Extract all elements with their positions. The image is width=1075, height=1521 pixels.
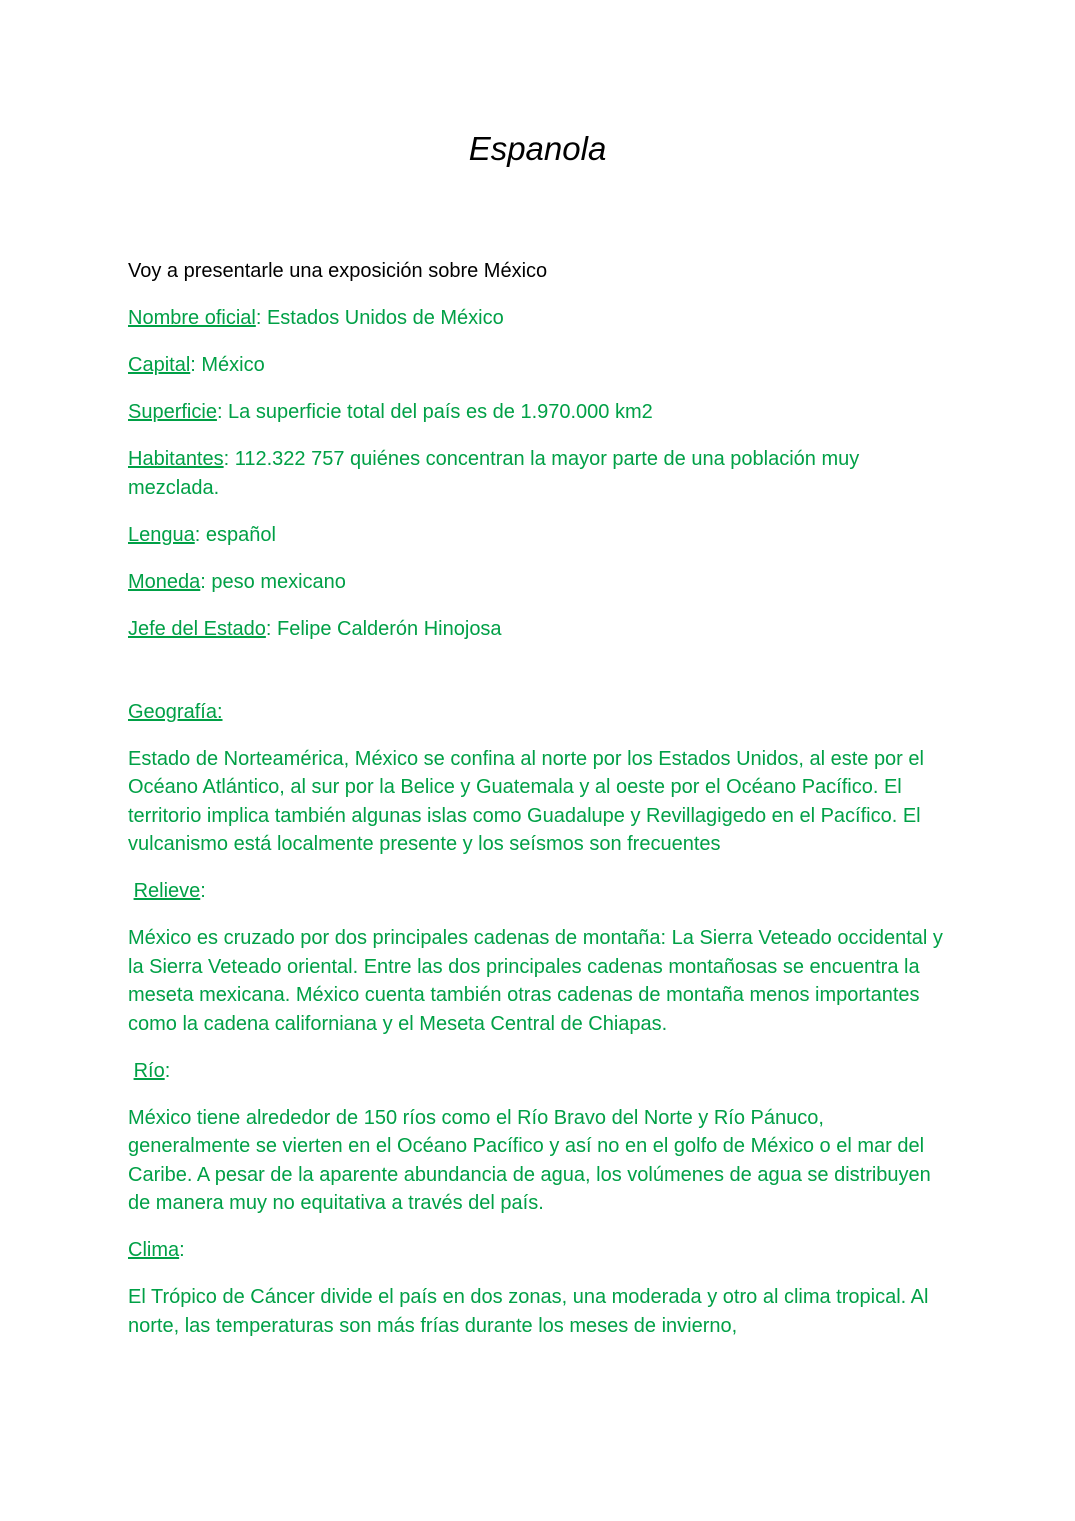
section-text-rio: México tiene alrededor de 150 ríos como el Río Bravo del Norte y Río Pánuco, generalmente se vierten en el Océano Pacífico y así no en el golfo de México o el mar del Caribe. A pesar de la aparente abundancia de agua, los volúmenes de agua se distribuyen de manera muy no equitativa a través del país. [128,1106,931,1214]
section-heading-geografia [128,698,943,727]
heading-colon: : [179,1239,185,1261]
fact-value: : La superficie total del país es de 1.970.000 km2 [216,401,653,423]
section-text-relieve: México es cruzado por dos principales cadenas de montaña: La Sierra Veteado occidental y la Sierra Veteado oriental. Entre las dos principales cadenas montañosas se encuentra la meseta mexicana. México cuenta también otras cadenas de montaña menos importantes como la cadena californiana y el Meseta Central de Chiapas. [128,927,943,1035]
section-heading-clima [128,1236,943,1265]
document-body [128,257,943,1359]
fact-label: Moneda [128,570,201,593]
fact-value: : Felipe Calderón Hinojosa [265,617,502,640]
blank-line [128,662,943,698]
fact-value: : 112.322 757 quiénes concentran la mayor parte de una población muy mezclada. [128,448,860,499]
fact-value: : Estados Unidos de México [255,307,504,329]
fact-label: Jefe del Estado [128,617,266,640]
section-heading: Clima [128,1239,180,1261]
fact-moneda [128,568,943,597]
fact-superficie [128,398,943,427]
fact-jefe-del-estado [128,615,943,644]
fact-value: : México [190,354,265,376]
fact-value: : español [194,523,276,546]
intro-paragraph: Voy a presentarle una exposición sobre México [128,260,548,282]
fact-value: : peso mexicano [200,570,346,593]
section-heading-relieve [128,877,943,906]
section-text-geografia: Estado de Norteamérica, México se confina al norte por los Estados Unidos, al este por el Océano Atlántico, al sur por la Belice y Guatemala y al oeste por el Océano Pacífico. El territorio implica también algunas islas como Guadalupe y Revillagigedo en el Pacífico. El vulcanismo está localmente presente y los seísmos son frecuentes [128,747,924,855]
fact-lengua [128,521,943,550]
fact-label: Capital [128,354,191,376]
heading-colon: : [164,1059,171,1082]
fact-label: Habitantes [128,448,224,470]
section-heading: Río [133,1059,165,1082]
section-text-clima: El Trópico de Cáncer divide el país en dos zonas, una moderada y otro al clima tropical. Al norte, las temperaturas son más frías durante los meses de invierno, [128,1286,929,1337]
heading-colon: : [200,880,206,902]
section-heading-rio [128,1057,943,1086]
fact-label: Superficie [128,401,217,423]
fact-label: Nombre oficial [128,307,256,329]
fact-habitantes [128,445,943,502]
fact-capital [128,351,943,380]
section-heading: Geografía: [128,700,223,723]
document-title: Espanola [468,130,607,167]
fact-nombre-oficial [128,304,943,333]
fact-label: Lengua [128,523,195,546]
section-heading: Relieve [133,880,201,902]
